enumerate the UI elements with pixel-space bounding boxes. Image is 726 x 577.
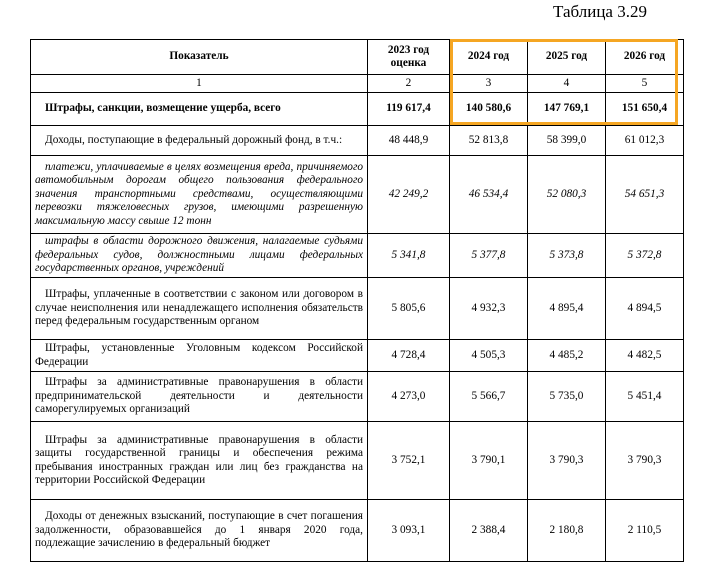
value-2026: 3 790,3 (606, 422, 684, 500)
value-2023: 5 341,8 (368, 234, 450, 278)
value-2023: 4 273,0 (368, 372, 450, 422)
numbering-row (31, 75, 684, 93)
value-2023: 119 617,4 (368, 93, 450, 126)
value-2023: 3 093,1 (368, 500, 450, 562)
value-2026: 151 650,4 (606, 93, 684, 126)
table-row (31, 156, 684, 234)
value-2023: 5 805,6 (368, 278, 450, 340)
col-number-2: 2 (368, 75, 450, 93)
table-row (31, 340, 684, 372)
col-number-5: 5 (606, 75, 684, 93)
value-2025: 58 399,0 (528, 126, 606, 156)
value-2024: 46 534,4 (450, 156, 528, 234)
value-2024: 3 790,1 (450, 422, 528, 500)
value-2024: 140 580,6 (450, 93, 528, 126)
row-label: платежи, уплачиваемые в целях возмещения вреда, причиняемого автомобильным дорогам общего пользования федерального значения транспортными средствами, осуществляющими перевозки тяжеловесных грузов, имеющими разрешенную максимальную массу свыше 12 тонн (31, 156, 368, 234)
value-2026: 5 372,8 (606, 234, 684, 278)
row-label: Штрафы за административные правонарушения в области защиты государственной границы и обеспечения режима пребывания иностранных граждан или лиц без гражданства на территории Российской Федерации (31, 422, 368, 500)
value-2026: 2 110,5 (606, 500, 684, 562)
value-2023: 4 728,4 (368, 340, 450, 372)
value-2026: 54 651,3 (606, 156, 684, 234)
table-row (31, 234, 684, 278)
table-row-total (31, 93, 684, 126)
table-row (31, 422, 684, 500)
row-label: Доходы, поступающие в федеральный дорожный фонд, в т.ч.: (31, 126, 368, 156)
value-2024: 4 505,3 (450, 340, 528, 372)
header-2023: 2023 год оценка (368, 40, 450, 75)
value-2026: 5 451,4 (606, 372, 684, 422)
value-2024: 52 813,8 (450, 126, 528, 156)
value-2024: 5 566,7 (450, 372, 528, 422)
value-2026: 4 894,5 (606, 278, 684, 340)
value-2023: 3 752,1 (368, 422, 450, 500)
row-label: Доходы от денежных взысканий, поступающие в счет погашения задолженности, образовавшейся до 1 января 2020 года, подлежащие зачислению в федеральный бюджет (31, 500, 368, 562)
fines-table (30, 39, 684, 562)
col-number-4: 4 (528, 75, 606, 93)
table-row (31, 500, 684, 562)
value-2024: 5 377,8 (450, 234, 528, 278)
table-caption: Таблица 3.29 (553, 2, 647, 21)
row-label: Штрафы, санкции, возмещение ущерба, всего (31, 93, 368, 126)
value-2025: 3 790,3 (528, 422, 606, 500)
value-2025: 5 373,8 (528, 234, 606, 278)
header-indicator: Показатель (31, 40, 368, 75)
header-2024: 2024 год (450, 40, 528, 75)
value-2023: 48 448,9 (368, 126, 450, 156)
col-number-3: 3 (450, 75, 528, 93)
value-2023: 42 249,2 (368, 156, 450, 234)
value-2025: 5 735,0 (528, 372, 606, 422)
value-2024: 4 932,3 (450, 278, 528, 340)
table-row (31, 278, 684, 340)
value-2025: 2 180,8 (528, 500, 606, 562)
row-label: Штрафы, уплаченные в соответствии с законом или договором в случае неисполнения или ненадлежащего исполнения обязательств перед федеральным государственным органом (31, 278, 368, 340)
value-2025: 52 080,3 (528, 156, 606, 234)
table-row (31, 126, 684, 156)
value-2025: 4 485,2 (528, 340, 606, 372)
table-row (31, 372, 684, 422)
col-number-1: 1 (31, 75, 368, 93)
value-2024: 2 388,4 (450, 500, 528, 562)
header-2026: 2026 год (606, 40, 684, 75)
value-2025: 147 769,1 (528, 93, 606, 126)
row-label: Штрафы, установленные Уголовным кодексом Российской Федерации (31, 340, 368, 372)
value-2025: 4 895,4 (528, 278, 606, 340)
value-2026: 61 012,3 (606, 126, 684, 156)
row-label: Штрафы за административные правонарушения в области предпринимательской деятельности и деятельности саморегулируемых организаций (31, 372, 368, 422)
row-label: штрафы в области дорожного движения, налагаемые судьями федеральных судов, должностными лицами федеральных государственных органов, учреждений (31, 234, 368, 278)
value-2026: 4 482,5 (606, 340, 684, 372)
header-2025: 2025 год (528, 40, 606, 75)
table-header-row (31, 40, 684, 75)
